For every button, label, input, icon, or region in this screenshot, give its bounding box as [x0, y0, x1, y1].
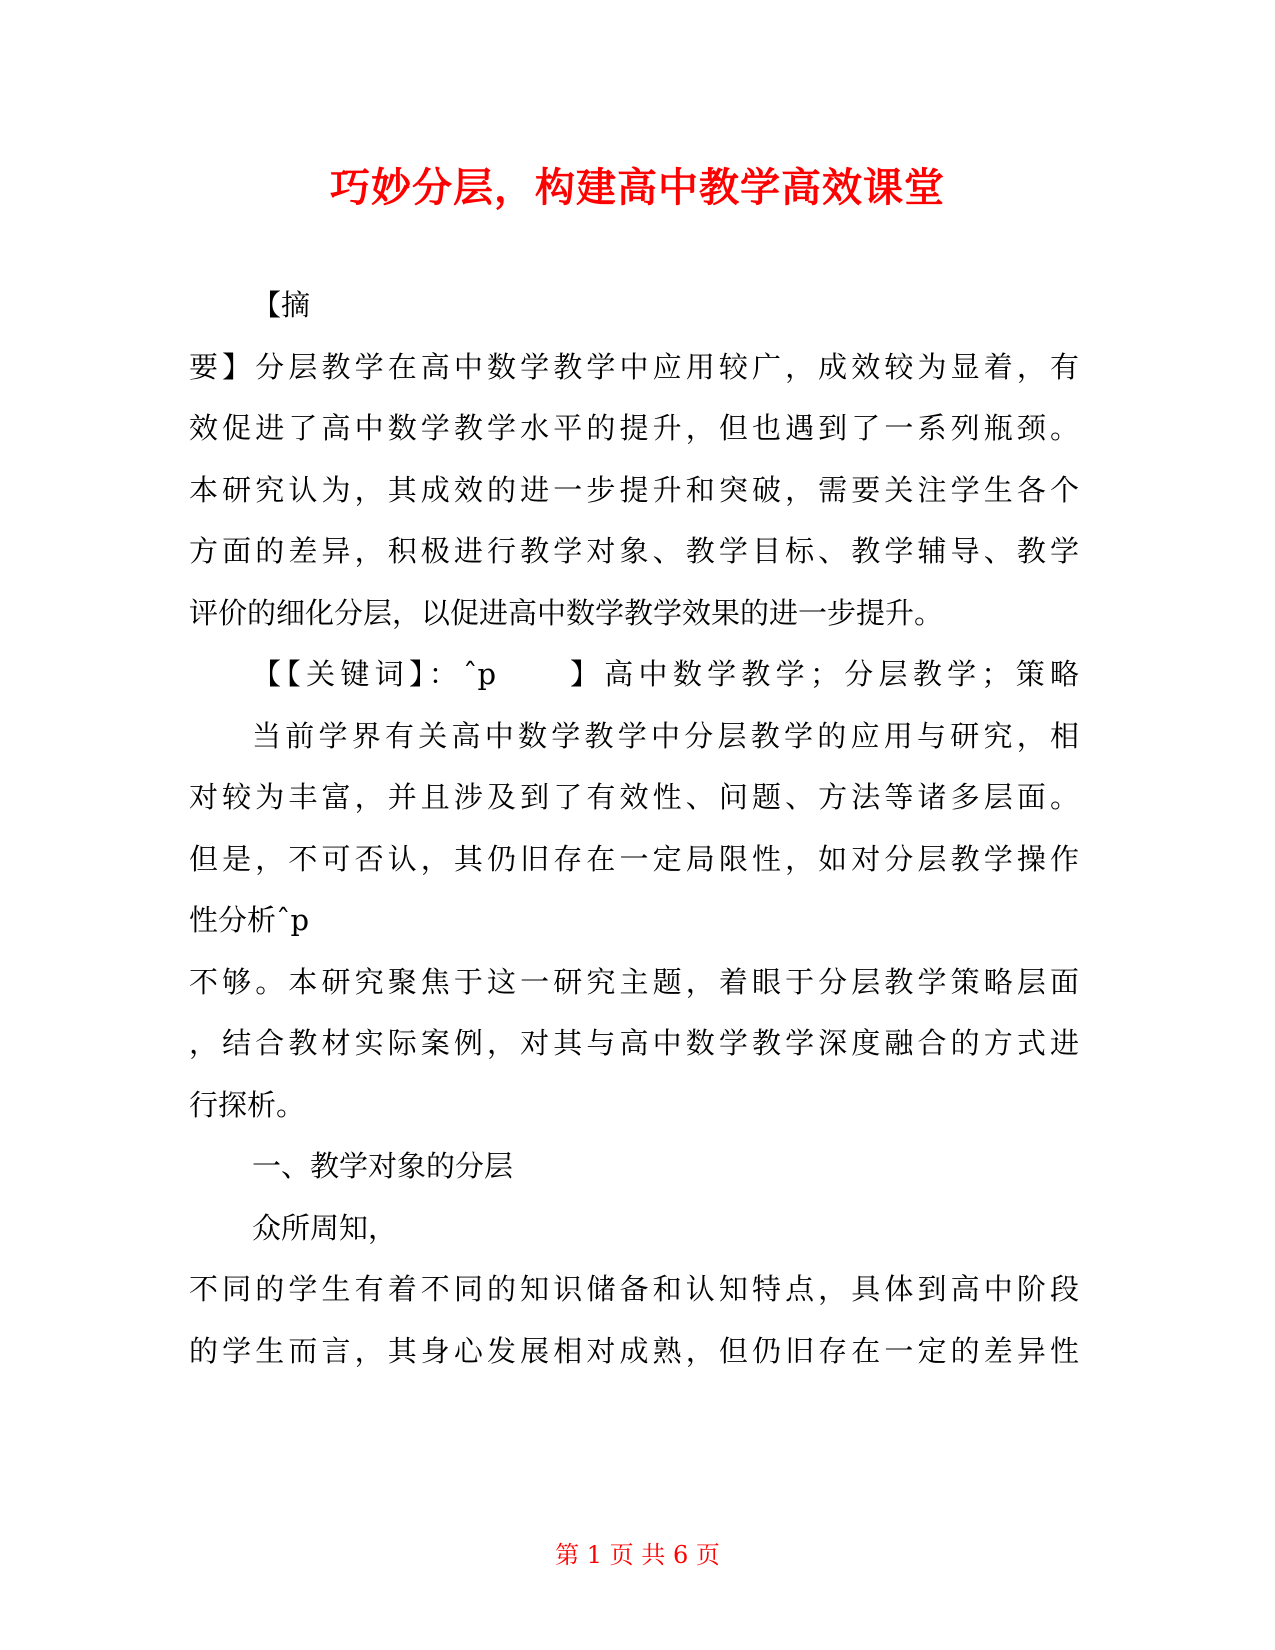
- page-footer: 第 1 页 共 6 页: [555, 1541, 720, 1569]
- body-line: 【摘: [252, 288, 311, 322]
- body-line: 众所周知，: [252, 1210, 398, 1245]
- body-line: 对较为丰富，并且涉及到了有效性、问题、方法等诸多层面。: [189, 780, 1079, 814]
- body-line: 方面的差异，积极进行教学对象、教学目标、教学辅导、教学: [189, 534, 1079, 568]
- body-line: 性分析ˆp: [189, 903, 310, 937]
- body-line: 效促进了高中数学教学水平的提升，但也遇到了一系列瓶颈。: [189, 411, 1079, 445]
- body-line: 行探析。: [189, 1087, 306, 1122]
- body-line: 评价的细化分层，以促进高中数学教学效果的进一步提升。: [189, 595, 944, 630]
- body-line: 但是，不可否认，其仍旧存在一定局限性，如对分层教学操作: [189, 841, 1079, 876]
- body-line: 本研究认为，其成效的进一步提升和突破，需要关注学生各个: [189, 472, 1079, 507]
- body-line: 当前学界有关高中数学教学中分层教学的应用与研究，相: [252, 718, 1079, 753]
- document-title: 巧妙分层，构建高中教学高效课堂: [330, 165, 945, 211]
- body-line: 不同的学生有着不同的知识储备和认知特点，具体到高中阶段: [189, 1272, 1079, 1306]
- body-line: ，结合教材实际案例，对其与高中数学教学深度融合的方式进: [189, 1026, 1079, 1060]
- body-line: 要】分层教学在高中数学教学中应用较广，成效较为显着，有: [189, 349, 1079, 384]
- body-line: 一、教学对象的分层: [252, 1149, 514, 1183]
- body-line: 不够。本研究聚焦于这一研究主题，着眼于分层教学策略层面: [189, 964, 1079, 999]
- body-line: 的学生而言，其身心发展相对成熟，但仍旧存在一定的差异性: [189, 1333, 1079, 1368]
- body-line: 【【关键词】：ˆp 】高中数学教学；分层教学；策略: [252, 657, 1079, 691]
